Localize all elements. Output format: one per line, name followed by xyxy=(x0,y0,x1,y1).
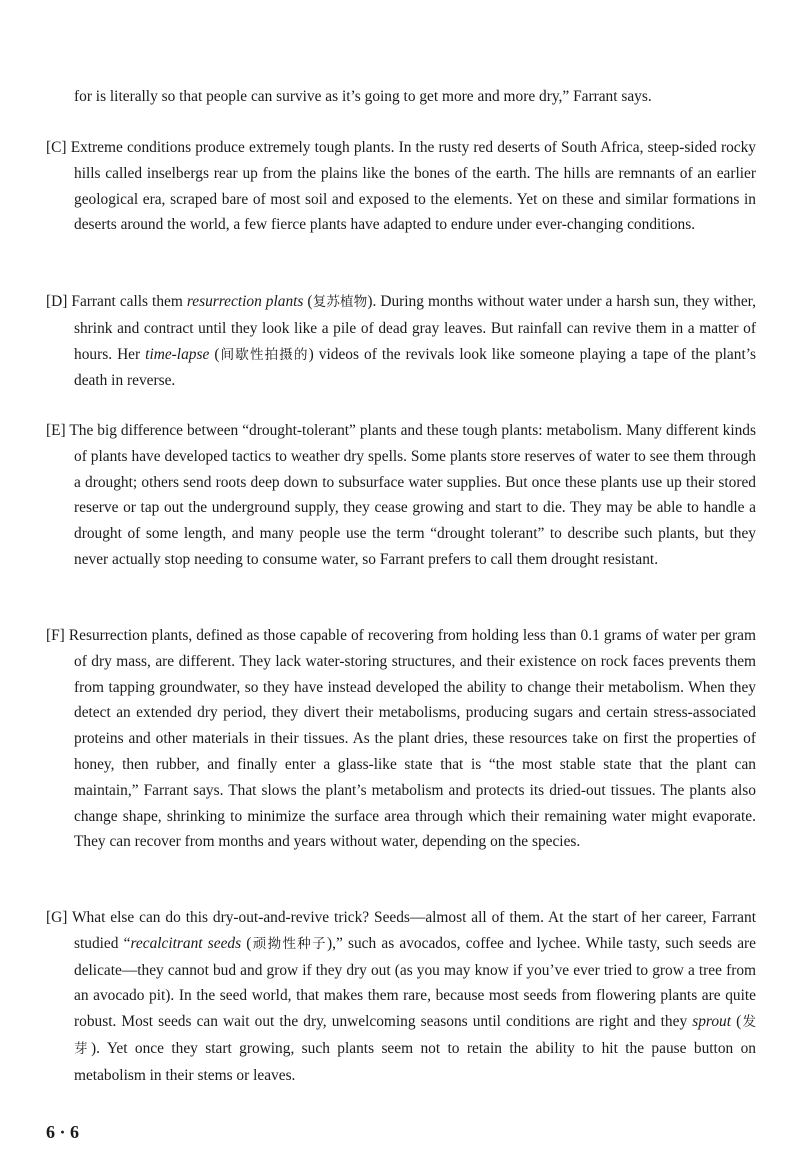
chinese-gloss: 发芽 xyxy=(74,1014,756,1057)
paragraph-label: [C] xyxy=(46,139,67,156)
text-run: for is literally so that people can survive as it’s going to get more and more dry,” Farrant says. xyxy=(74,88,652,105)
text-run: ( xyxy=(731,1013,742,1031)
text-run: What else can do this dry-out-and-revive trick? Seeds—almost all of them. At the start of her career, Farrant studied “ xyxy=(72,909,756,952)
text-run: ). During months without water under a harsh sun, they wither, shrink and contract until they look like a pile of dead gray leaves. But rainfall can revive them in a matter of hours. Her xyxy=(74,293,757,363)
paragraph-label: [F] xyxy=(46,627,65,644)
text-run: Resurrection plants, defined as those capable of recovering from holding less than 0.1 grams of water per gram of dry mass, are different. They lack water-storing structures, and their existence on rock faces prevents them from tapping groundwater, so they have instead developed the ability to change their metabolism. When they detect an extended dry period, they divert their metabolisms, producing sugars and certain stress-associated proteins and other materials in their tissues. As the plant dries, these resources take on first the properties of honey, then rubber, and finally enter a glass-like state that is “the most stable state that the plant can maintain,” Farrant says. That slows the plant’s metabolism and protects its dried-out tissues. The plants also change shape, shrinking to minimize the surface area through which their remaining water might evaporate. They can recover from months and years without water, depending on the species. xyxy=(68,627,756,851)
text-run: Extreme conditions produce extremely tough plants. In the rusty red deserts of South Africa, steep-sided rocky hills called inselbergs rear up from the plains like the bones of the earth. The hills are remnants of an earlier geological era, scraped bare of most soil and exposed to the elements. Yet on these and similar formations in deserts around the world, a few fierce plants have adapted to endure under ever-changing conditions. xyxy=(70,139,756,234)
paragraph-label: [G] xyxy=(46,909,68,926)
text-run: ( xyxy=(303,293,313,310)
text-run: ),” such as avocados, coffee and lychee. While tasty, such seeds are delicate—they cannot bud and grow if they dry out (as you may know if you’ve ever tried to grow a tree from an avocado pit). In the seed world, that makes them rare, because most seeds from flowering plants are quite robust. Most seeds can wait out the dry, unwelcoming seasons until conditions are right and they xyxy=(74,934,757,1031)
paragraph-continuation xyxy=(46,84,756,110)
text-run: Farrant calls them xyxy=(71,293,187,310)
text-run: ). Yet once they start growing, such plants seem not to retain the ability to hit the pause button on metabolism in their stems or leaves. xyxy=(74,1039,756,1084)
chinese-gloss: 复苏植物 xyxy=(312,294,368,310)
italic-term: recalcitrant seeds xyxy=(130,934,242,952)
page-number: 6 · 6 xyxy=(46,1122,80,1142)
italic-term: sprout xyxy=(692,1013,732,1031)
text-run: ) videos of the revivals look like someone playing a tape of the plant’s death in reverse. xyxy=(74,345,756,390)
italic-term: time-lapse xyxy=(145,345,210,363)
chinese-gloss: 顽拗性种子 xyxy=(251,935,327,952)
text-run: ( xyxy=(209,345,220,363)
paragraph-g xyxy=(46,905,756,1089)
text-run: The big difference between “drought-tolerant” plants and these tough plants: metabolism. Many different kinds of plants have developed tactics to weather dry spells. Some plants store reserves of water to see them through a drought; others send roots deep down to subsurface water supplies. But once these plants use up their stored reserve or tap out the underground supply, they cease growing and start to die. They may be able to handle a drought of some length, and many people use the term “drought tolerant” to describe such plants, but they never actually stop needing to consume water, so Farrant prefers to call them drought resistant. xyxy=(69,422,756,568)
paragraph-f xyxy=(46,623,756,855)
paragraph-c xyxy=(46,135,756,238)
paragraph-label: [E] xyxy=(46,422,66,439)
chinese-gloss: 间歇性拍摄的 xyxy=(219,346,309,363)
text-run: ( xyxy=(241,934,252,952)
italic-term: resurrection plants xyxy=(186,293,304,310)
paragraph-e xyxy=(46,418,756,573)
paragraph-d xyxy=(46,289,756,394)
paragraph-label: [D] xyxy=(46,293,68,310)
